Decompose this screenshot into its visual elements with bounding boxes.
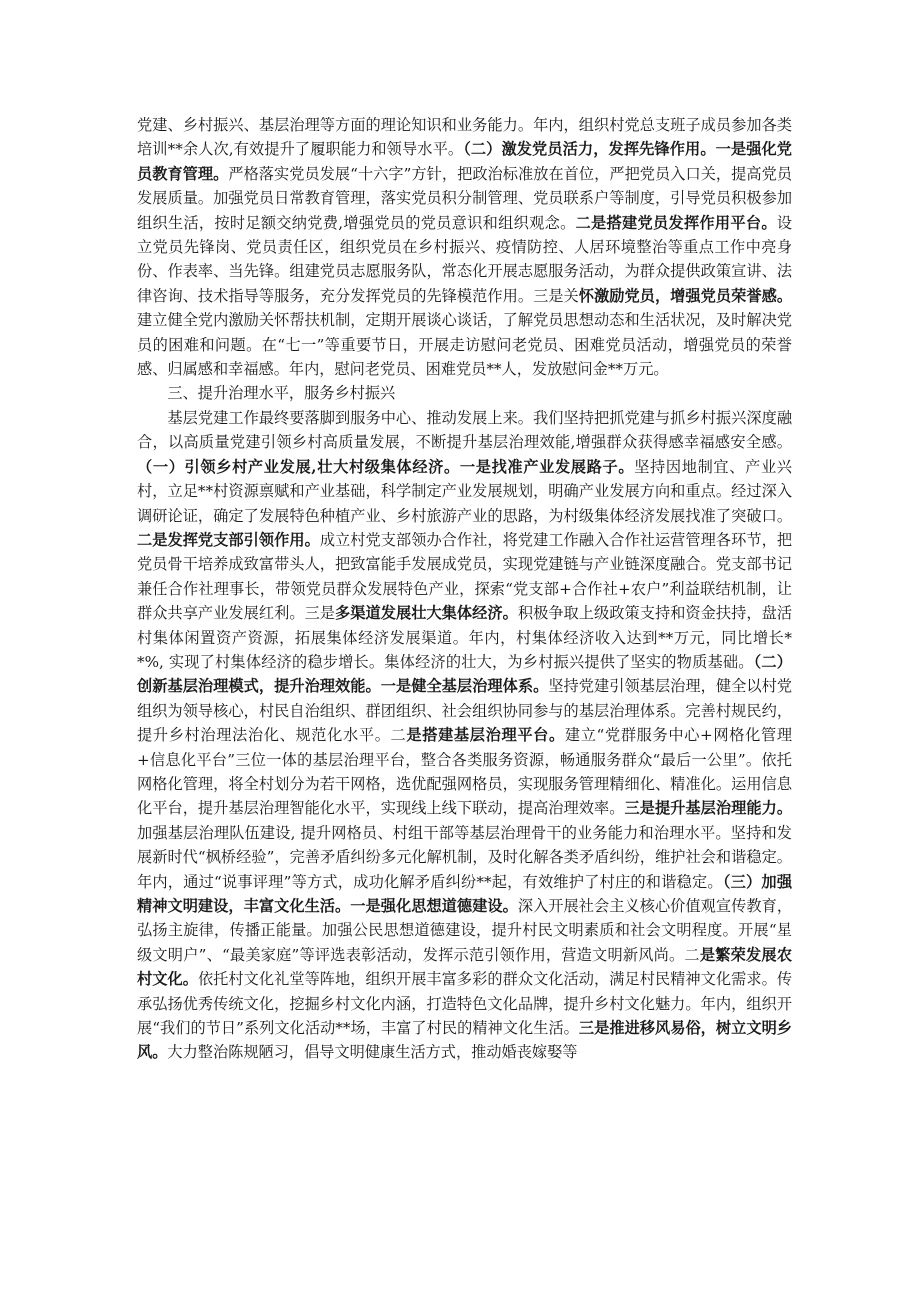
bold-text-run: 三是提升基层治理能力。: [624, 799, 793, 818]
bold-text-run: 二是发挥党支部引领作用。: [137, 530, 320, 549]
bold-text-run: 是繁荣发展农村文化。: [137, 945, 793, 989]
text-run: 依托村文化礼堂等阵地，组织开展丰富多彩的群众文化活动，满足村民精神文化需求。传承弘扬优秀传统文化，挖掘乡村文化内涵，打造特色文化品牌，提升乡村文化魅力。年内，组织开展“我们的节日”系列文化活动**场，丰富了村民的精神文化生活。: [137, 970, 793, 1038]
bold-text-run: 二是搭建党员发挥作用平台。: [575, 213, 777, 232]
text-run: 深入开展社会主义核心价值观宣传教育，弘扬主旋律，传播正能量。加强公民思想道德建设，提升村民文明素质和社会文明程度。开展“星级文明户”、“最美家庭”等评选表彰活动，发挥示范引领作用，营造文明新风尚。二: [137, 897, 793, 964]
text-run: 成立村党支部领办合作社，将党建工作融入合作社运营管理各环节，把党员骨干培养成致富带头人，把致富能手发展成党员，实现党建链与产业链深度融合。党支部书记兼任合作社理事长，带领党员群众发展特色产业，探索“党支部+合作社+农户”利益联结机制，让群众共享产业发展红利。三是: [137, 530, 793, 623]
bold-text-run: 怀激励党员，增强党员荣誉感。: [578, 286, 793, 305]
text-run: 积极争取上级政策支持和资金扶持，盘活村集体闲置资产资源，拓展集体经济发展渠道。年内，村集体经济收入达到**万元，同比增长**%, 实现了村集体经济的稳步增长。集体经济的壮大，为乡村振兴提供了坚实的物质基础。: [137, 604, 793, 671]
section-heading: 三、提升治理水平，服务乡村振兴: [167, 384, 396, 403]
text-run: 建立健全党内激励关怀帮扶机制，定期开展谈心谈话，了解党员思想动态和生活状况，及时解决党员的困难和问题。在“七一”等重要节日，开展走访慰问老党员、困难党员活动，增强党员的荣誉感、归属感和幸福感。年内，慰问老党员、困难党员**人，发放慰问金**万元。: [137, 311, 792, 379]
bold-text-run: 三是推进移风易俗，树立文明乡风。: [137, 1019, 792, 1062]
paragraph-governance-rural-revitalization: [137, 406, 792, 1065]
text-run: 坚持因地制宜、产业兴村，立足**村资源禀赋和产业基础，科学制定产业发展规划，明确产业发展方向和重点。经过深入调研论证，确定了发展特色种植产业、乡村旅游产业的思路，为村级集体经济发展找准了突破口。: [137, 457, 792, 525]
document-body: [137, 113, 792, 1065]
text-run: 严格落实党员发展“十六字”方针，把政治标准放在首位，严把党员入口关，提高党员发展质量。加强党员日常教育管理，落实党员积分制管理、党员联系户等制度，引导党员积极参加组织生活，按时足额交纳党费,增强党员的党员意识和组织观念。: [137, 164, 793, 232]
bold-text-run: （二）创新基层治理模式，提升治理效能。一是健全基层治理体系。: [137, 652, 792, 696]
text-run: 坚持党建引领基层治理，健全以村党组织为领导核心，村民自治组织、群团组织、社会组织协同参与的基层治理体系。完善村规民约，提升乡村治理法治化、规范化水平。二: [137, 677, 793, 745]
bold-text-run: 是搭建基层治理平台。: [406, 726, 565, 745]
bold-text-run: （一）引领乡村产业发展,壮大村级集体经济。一是找准产业发展路子。: [137, 457, 635, 476]
text-run: 基层党建工作最终要落脚到服务中心、推动发展上来。我们坚持把抓党建与抓乡村振兴深度融合，以高质量党建引领乡村高质量发展，不断提升基层治理效能,增强群众获得感幸福感安全感。: [137, 408, 792, 452]
paragraph-party-member-activity: [137, 113, 792, 381]
bold-text-run: （二）激发党员活力，发挥先锋作用。一是强化党员教育管理。: [137, 140, 792, 183]
text-run: 加强基层治理队伍建设, 提升网格员、村组干部等基层治理骨干的业务能力和治理水平。坚持和发展新时代“枫桥经验”，完善矛盾纠纷多元化解机制，及时化解各类矛盾纠纷，维护社会和谐稳定。年内，通过“说事评理”等方式，成功化解矛盾纠纷**起，有效维护了村庄的和谐稳定。: [137, 823, 792, 891]
text-run: 党建、乡村振兴、基层治理等方面的理论知识和业务能力。年内，组织村党总支班子成员参加各类培训**余人次,有效提升了履职能力和领导水平。: [137, 116, 792, 159]
bold-text-run: （三）加强精神文明建设，丰富文化生活。一是强化思想道德建设。: [137, 872, 793, 915]
text-run: 设立党员先锋岗、党员责任区，组织党员在乡村振兴、疫情防控、人居环境整治等重点工作中亮身份、作表率、当先锋。组建党员志愿服务队，常态化开展志愿服务活动，为群众提供政策宣讲、法律咨询、技术指导等服务，充分发挥党员的先锋模范作用。三是关: [137, 213, 793, 305]
bold-text-run: 多渠道发展壮大集体经济。: [335, 604, 518, 623]
text-run: 大力整治陈规陋习，倡导文明健康生活方式，推动婚丧嫁娶等: [167, 1043, 578, 1062]
text-run: 建立“党群服务中心+网格化管理+信息化平台”三位一体的基层治理平台，整合各类服务资源，畅通服务群众“最后一公里”。依托网格化管理，将全村划分为若干网格，选优配强网格员，实现服务管理精细化、精准化。运用信息化平台，提升基层治理智能化水平，实现线上线下联动，提高治理效率。: [137, 726, 793, 818]
